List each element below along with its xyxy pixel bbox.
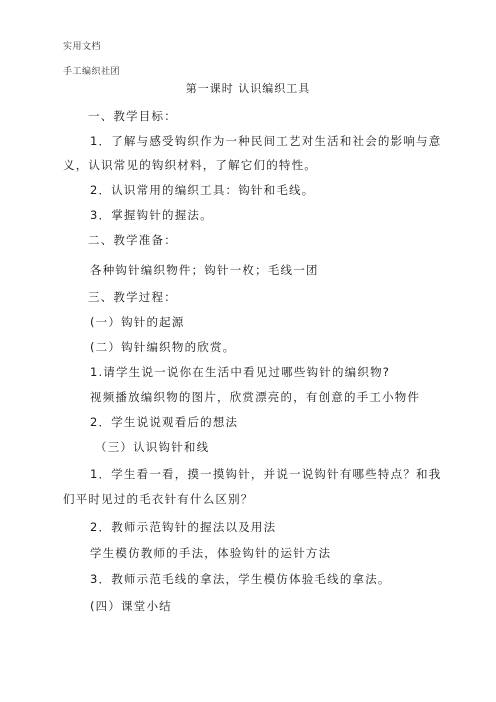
subsection-heading: (四）课堂小结	[90, 599, 172, 613]
process-item: 1.请学生说一说你在生活中看见过哪些钩针的编织物?	[90, 365, 391, 379]
objective-item-continued: 义，认识常见的钩织材料，了解它们的特性。	[63, 158, 317, 172]
process-text: 学生模仿教师的手法，体验钩针的运针方法	[90, 546, 332, 560]
objective-item: 3．掌握钩针的握法。	[90, 208, 213, 222]
subsection-heading: (一）钩针的起源	[90, 315, 185, 329]
club-name: 手工编织社团	[63, 67, 121, 77]
process-text: 视频播放编织物的图片，欣赏漂亮的，有创意的手工小物件	[90, 390, 421, 404]
document-tag: 实用文档	[63, 42, 102, 52]
objective-item: 2．认识常用的编织工具：钩针和毛线。	[90, 183, 315, 197]
section-heading: 二、教学准备：	[88, 233, 177, 247]
lesson-title: 第一课时 认识编织工具	[185, 82, 311, 95]
section-heading: 一、教学目标：	[88, 109, 177, 123]
process-item: 2．学生说说观看后的想法	[90, 415, 239, 429]
process-item: 2．教师示范钩针的握法以及用法	[90, 520, 277, 534]
process-item-continued: 们平时见过的毛衣针有什么区别？	[63, 492, 254, 506]
preparation-text: 各种钩针编织物件；钩针一枚；毛线一团	[90, 263, 319, 277]
section-heading: 三、教学过程：	[88, 290, 177, 304]
process-item: 1．学生看一看，摸一摸钩针，并说一说钩针有哪些特点？和我	[90, 467, 442, 481]
subsection-heading: （三）认识钩针和线	[95, 440, 210, 454]
objective-item: 1．了解与感受钩织作为一种民间工艺对生活和社会的影响与意	[90, 134, 442, 148]
subsection-heading: (二）钩针编织物的欣赏。	[90, 340, 236, 354]
process-item: 3．教师示范毛线的拿法，学生模仿体验毛线的拿法。	[90, 572, 391, 586]
